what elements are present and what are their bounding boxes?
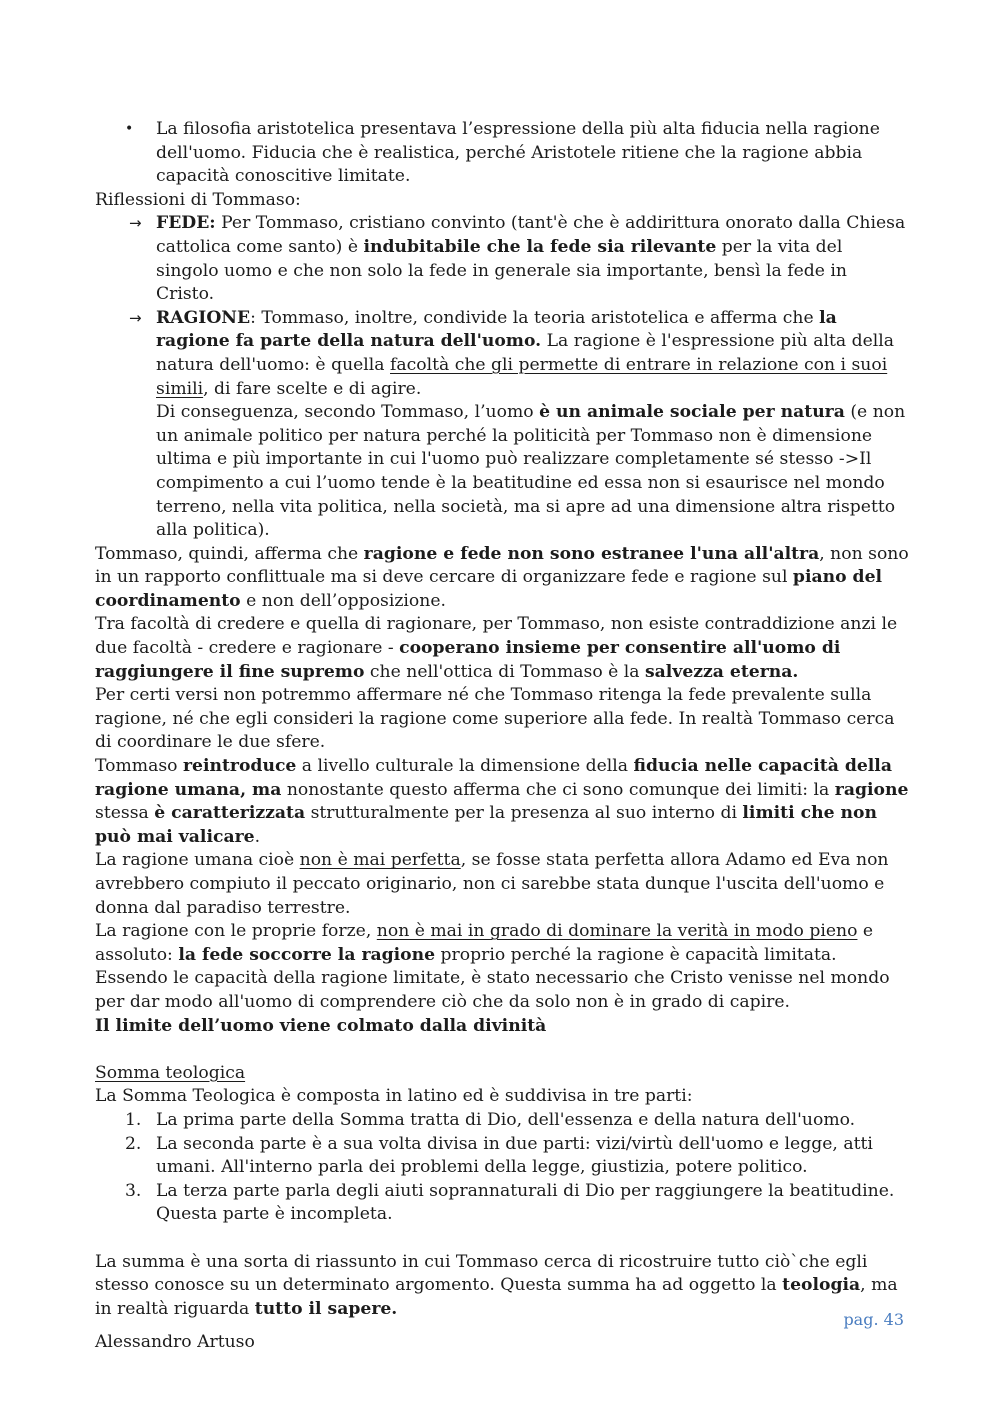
text-run: stessa bbox=[95, 803, 155, 824]
paragraph bbox=[95, 755, 910, 849]
list-number: 3. bbox=[125, 1180, 142, 1201]
underlined-text: facoltà che gli permette di entrare in relazione con i suoi simili bbox=[156, 354, 888, 399]
num-list-item bbox=[95, 1180, 910, 1227]
text-run: Tra facoltà di credere e quella di ragionare, per Tommaso, non esiste contraddizione anzi le due facoltà - credere e ragionare - bbox=[95, 614, 898, 659]
bullet-marker: • bbox=[125, 121, 134, 137]
list-number: 1. bbox=[125, 1109, 142, 1130]
text-run: , di fare scelte e di agire. bbox=[203, 378, 422, 399]
bullet-list bbox=[95, 118, 910, 189]
bold-text: cooperano insieme per consentire all'uomo di raggiungere il fine supremo bbox=[95, 638, 841, 682]
paragraph bbox=[95, 849, 910, 920]
bold-text: FEDE: bbox=[156, 213, 216, 234]
page-number: pag. 43 bbox=[843, 1310, 904, 1329]
text-run: a livello culturale la dimensione della bbox=[296, 756, 634, 777]
text-run: Riflessioni di Tommaso: bbox=[95, 189, 301, 210]
bold-text: tutto il sapere. bbox=[254, 1298, 398, 1319]
underlined-text: Somma teologica bbox=[95, 1062, 246, 1083]
text-run: Essendo le capacità della ragione limitate, è stato necessario che Cristo venisse nel mondo per dar modo all'uomo di comprendere ciò che da solo non è in grado di capire. bbox=[95, 968, 890, 1012]
text-run: La ragione è l'espressione più alta della natura dell'uomo: è quella bbox=[156, 331, 894, 375]
text-run: : Tommaso, inoltre, condivide la teoria aristotelica e afferma che bbox=[250, 307, 820, 328]
bold-text: ragione bbox=[834, 779, 909, 800]
bullet-list-item bbox=[95, 118, 910, 189]
bold-text: limiti che non può mai valicare bbox=[95, 803, 877, 847]
arrow-list-item bbox=[95, 212, 910, 306]
text-run: e non dell’opposizione. bbox=[240, 590, 446, 611]
bold-text: reintroduce bbox=[182, 756, 297, 777]
paragraph bbox=[95, 967, 910, 1014]
list-number: 2. bbox=[125, 1133, 142, 1154]
text-run: che nell'ottica di Tommaso è la bbox=[364, 661, 645, 682]
paragraph bbox=[95, 189, 910, 213]
bold-text: fiducia nelle capacità della ragione umana, ma bbox=[95, 756, 892, 800]
text-run: La ragione con le proprie forze, bbox=[95, 921, 377, 942]
text-run: per la vita del singolo uomo e che non solo la fede in generale sia importante, bensì la fede in Cristo. bbox=[156, 236, 847, 305]
bold-text: la fede soccorre la ragione bbox=[178, 944, 436, 965]
text-run: La prima parte della Somma tratta di Dio, dell'essenza e della natura dell'uomo. bbox=[156, 1109, 856, 1130]
text-run: e assoluto: bbox=[95, 921, 874, 965]
blank-line bbox=[95, 1038, 910, 1062]
text-run: strutturalmente per la presenza al suo interno di bbox=[305, 803, 743, 824]
text-run: La summa è una sorta di riassunto in cui Tommaso cerca di ricostruire tutto ciò`che egli stesso conosce su un determinato argomento. Questa summa ha ad oggetto la bbox=[95, 1251, 868, 1296]
footer-author: Alessandro Artuso bbox=[95, 1332, 255, 1352]
paragraph bbox=[95, 1085, 910, 1109]
underlined-text: non è mai perfetta bbox=[299, 850, 461, 871]
paragraph bbox=[95, 1015, 910, 1039]
bold-text: RAGIONE bbox=[156, 307, 251, 328]
text-run: , se fosse stata perfetta allora Adamo ed Eva non avrebbero compiuto il peccato originario, non ci sarebbe stata dunque l'uscita dell'uomo e donna dal paradiso terrestre. bbox=[95, 850, 889, 918]
text-run: La filosofia aristotelica presentava l’espressione della più alta fiducia nella ragione dell'uomo. Fiducia che è realistica, perché Aristotele ritiene che la ragione abbia capacità conoscitive limitate. bbox=[156, 119, 880, 187]
arrow-list-item bbox=[95, 307, 910, 543]
text-run: , ma in realtà riguarda bbox=[95, 1275, 898, 1319]
paragraph bbox=[95, 684, 910, 755]
text-run: . bbox=[254, 826, 261, 847]
text-run: Per certi versi non potremmo affermare né che Tommaso ritenga la fede prevalente sulla ragione, né che egli consideri la ragione come superiore alla fede. In realtà Tommaso cerca di coordinare le due sfere. bbox=[95, 685, 895, 753]
num-list bbox=[95, 1109, 910, 1227]
underlined-text: non è mai in grado di dominare la verità in modo pieno bbox=[376, 921, 858, 942]
text-run: Di conseguenza, secondo Tommaso, l’uomo bbox=[156, 402, 540, 423]
text-run: Per Tommaso, cristiano convinto (tant'è che è addirittura onorato dalla Chiesa cattolica come santo) è bbox=[156, 213, 906, 257]
text-run: , non sono in un rapporto conflittuale ma si deve cercare di organizzare fede e ragione sul bbox=[95, 543, 909, 588]
text-run: Tommaso, quindi, afferma che bbox=[95, 543, 364, 564]
paragraph bbox=[95, 1062, 910, 1086]
paragraph bbox=[95, 1251, 910, 1322]
arrow-icon: → bbox=[129, 214, 142, 233]
bold-text: teologia bbox=[782, 1275, 861, 1296]
bold-text: è caratterizzata bbox=[154, 803, 306, 824]
arrow-list bbox=[95, 212, 910, 542]
text-run: La terza parte parla degli aiuti soprannaturali di Dio per raggiungere la beatitudine. Questa parte è incompleta. bbox=[156, 1180, 895, 1225]
paragraph bbox=[95, 543, 910, 614]
bold-text: salvezza eterna. bbox=[644, 661, 799, 682]
arrow-icon: → bbox=[129, 308, 142, 327]
text-run: nonostante questo afferma che ci sono comunque dei limiti: la bbox=[281, 779, 835, 800]
bold-text: piano del coordinamento bbox=[95, 567, 883, 611]
paragraph bbox=[95, 613, 910, 684]
text-run: La Somma Teologica è composta in latino ed è suddivisa in tre parti: bbox=[95, 1086, 693, 1107]
bold-text: la ragione fa parte della natura dell'uomo. bbox=[156, 307, 837, 352]
text-run: Tommaso bbox=[95, 756, 183, 777]
num-list-item bbox=[95, 1133, 910, 1180]
paragraph bbox=[95, 920, 910, 967]
text-run: La seconda parte è a sua volta divisa in due parti: vizi/virtù dell'uomo e legge, atti umani. All'interno parla dei problemi della legge, giustizia, potere politico. bbox=[156, 1133, 873, 1178]
document-body bbox=[95, 118, 910, 1321]
text-run: proprio perché la ragione è capacità limitata. bbox=[435, 944, 837, 965]
text-run: La ragione umana cioè bbox=[95, 850, 300, 871]
blank-line bbox=[95, 1227, 910, 1251]
bold-text: indubitabile che la fede sia rilevante bbox=[363, 236, 717, 257]
text-run: (e non un animale politico per natura perché la politicità per Tommaso non è dimensione ultima e più importante in cui l'uomo può realizzare completamente sé stesso ->Il compimento a cui l’uomo tende è la beatitudine ed essa non si esaurisce nel mondo terreno, nella vita politica, nella società, ma si apre ad una dimensione altra rispetto alla politica). bbox=[156, 402, 906, 541]
num-list-item bbox=[95, 1109, 910, 1133]
bold-text: ragione e fede non sono estranee l'una all'altra bbox=[363, 543, 820, 564]
bold-text: Il limite dell’uomo viene colmato dalla divinità bbox=[95, 1015, 547, 1036]
bold-text: è un animale sociale per natura bbox=[539, 402, 845, 423]
